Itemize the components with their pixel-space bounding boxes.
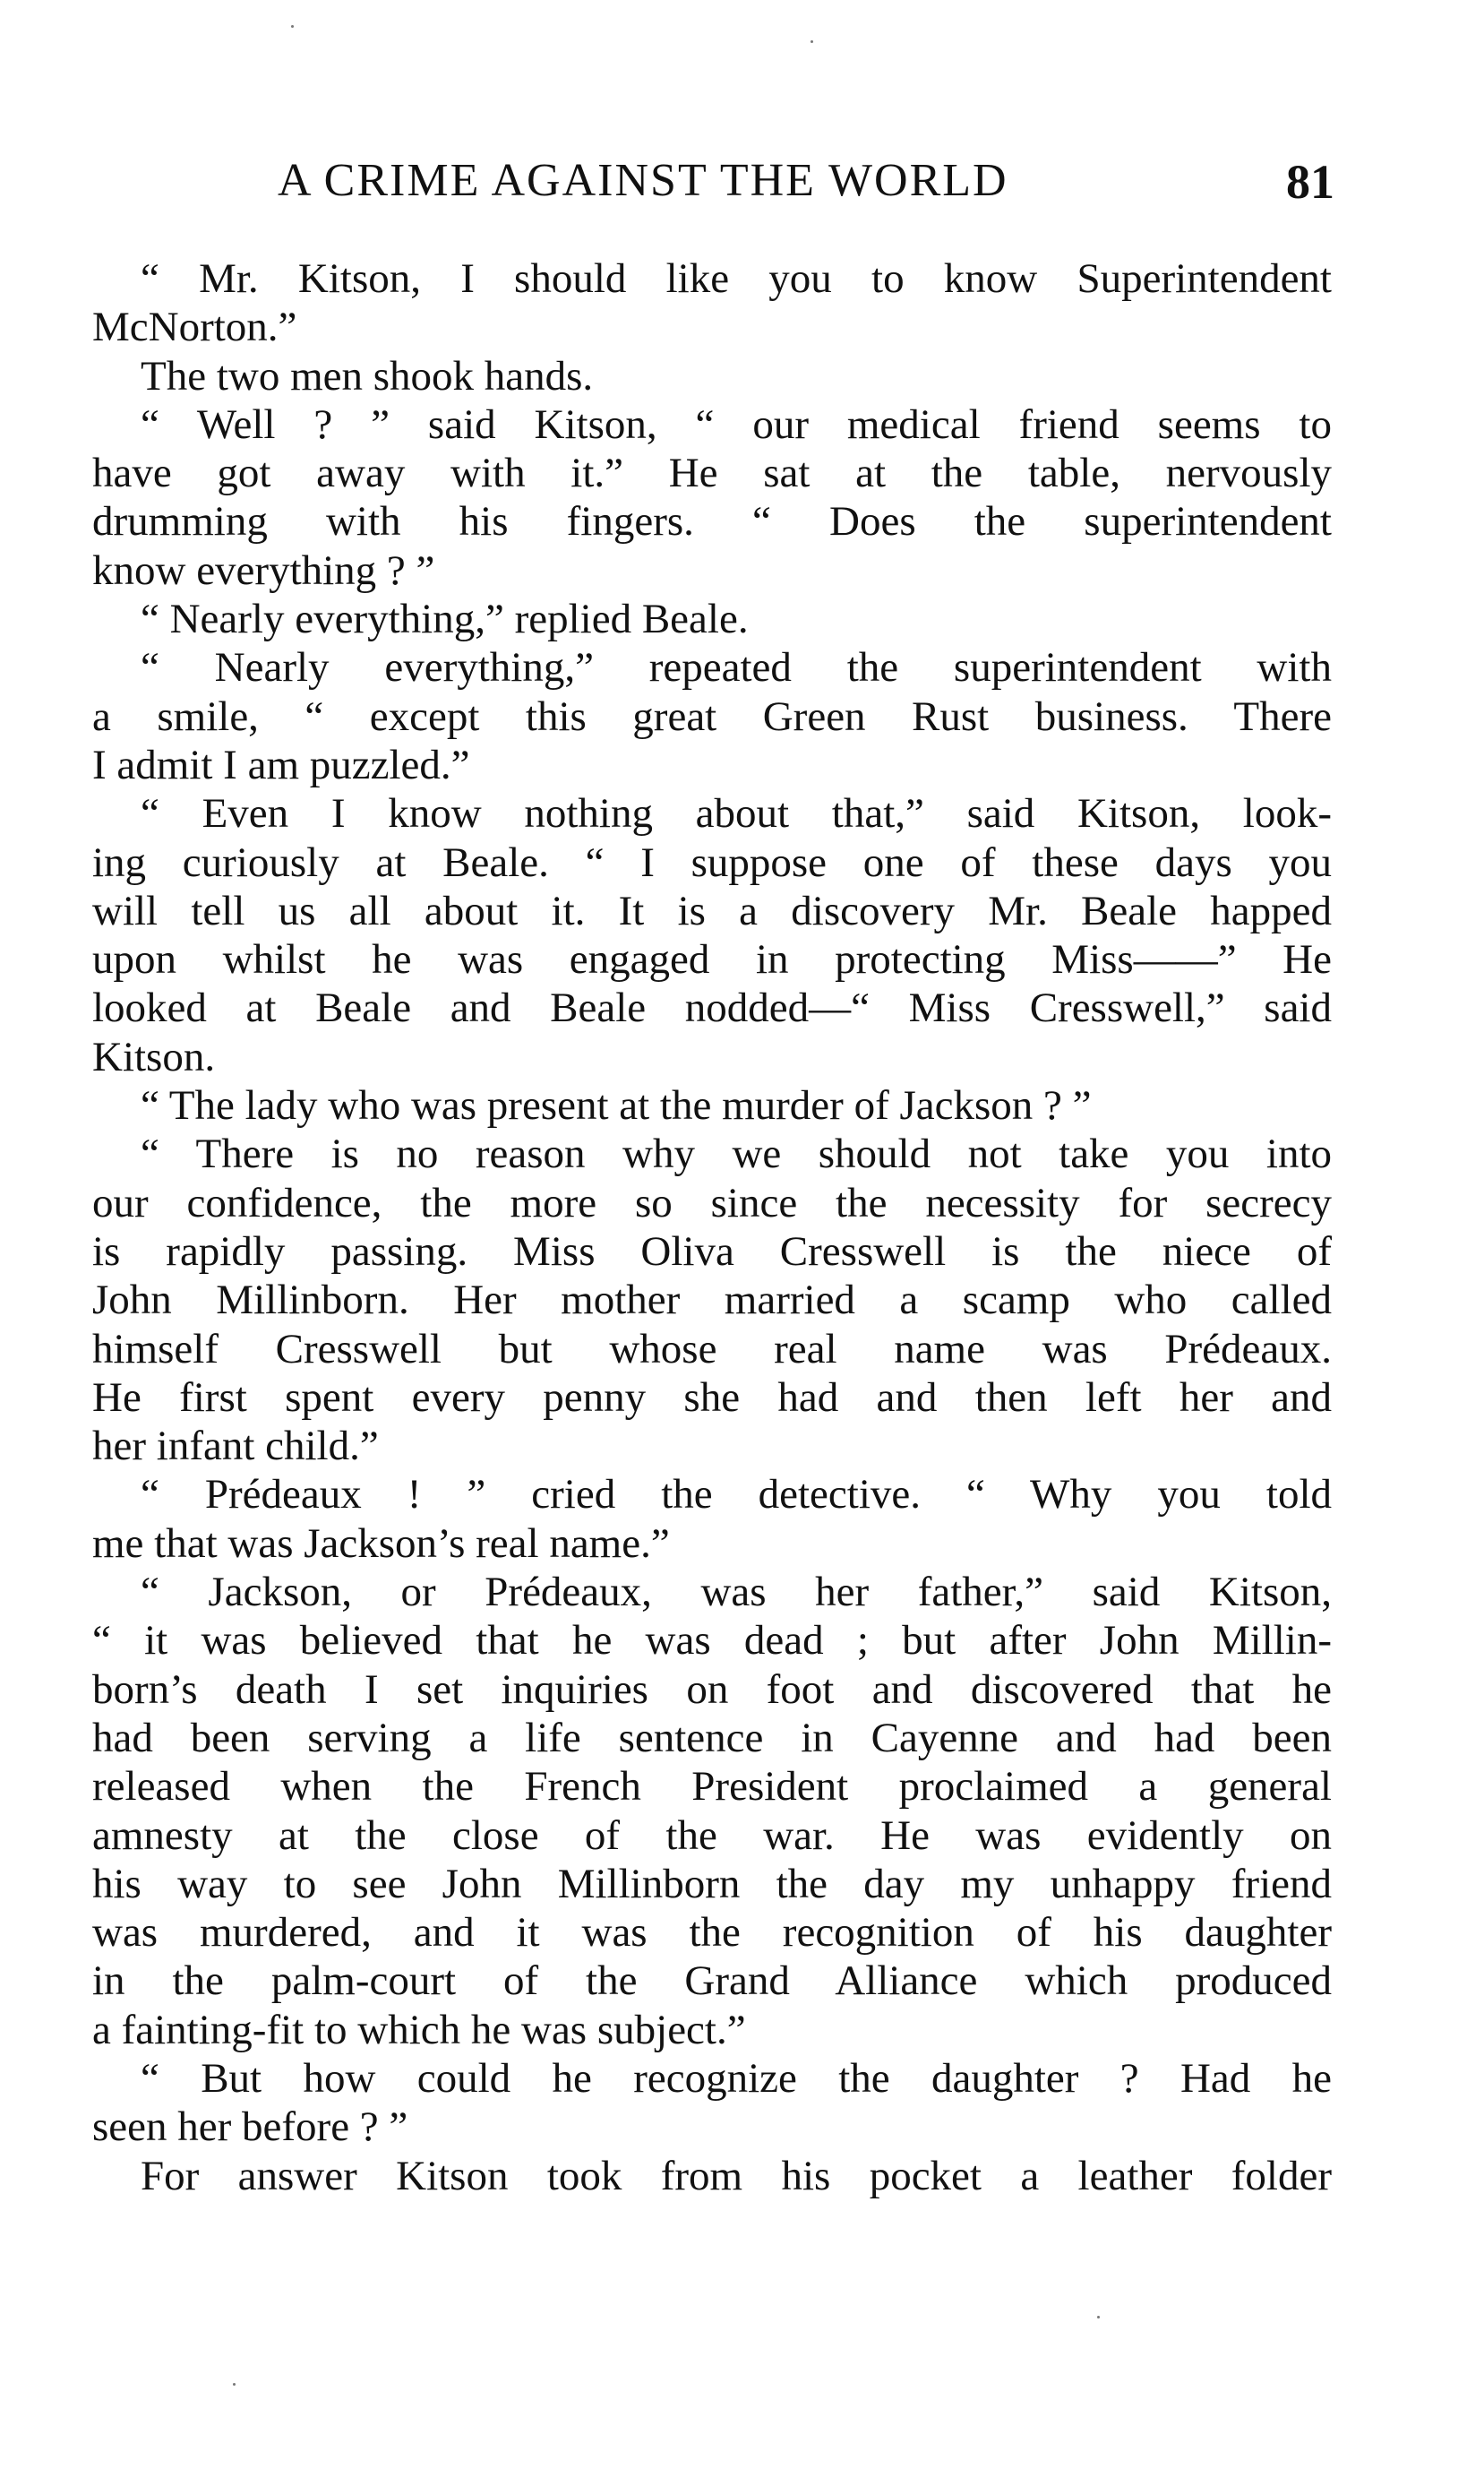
running-head [90,154,1334,217]
text-line: For answer Kitson took from his pocket a leather folder [141,2152,1332,2199]
text-line: upon whilst he was engaged in protecting Miss——” He [92,936,1332,984]
text-line: will tell us all about it. It is a discovery Mr. Beale happed [92,887,1332,934]
text-line: McNorton.” [92,304,297,351]
text-line: was murdered, and it was the recognition of his daughter [92,1909,1332,1957]
text-line: a fainting-fit to which he was subject.” [92,2006,746,2053]
text-line: seen her before ? ” [92,2103,408,2151]
text-line: drumming with his fingers. “ Does the superintendent [92,498,1332,546]
text-line: “ Prédeaux ! ” cried the detective. “ Why you told [141,1471,1332,1518]
text-line: her infant child.” [92,1423,379,1470]
text-line: “ Even I know nothing about that,” said Kitson, look- [141,790,1332,838]
text-line: born’s death I set inquiries on foot and discovered that he [92,1665,1332,1713]
text-line: Kitson. [92,1033,216,1080]
page-number: 81 [1286,155,1334,209]
chapter-title: A CRIME AGAINST THE WORLD [278,155,1008,206]
text-line: know everything ? ” [92,546,435,594]
text-line: is rapidly passing. Miss Oliva Cresswell is the niece of [92,1227,1332,1275]
text-line: our confidence, the more so since the necessity for secrecy [92,1179,1332,1226]
text-line: looked at Beale and Beale nodded—“ Miss Cresswell,” said [92,985,1332,1032]
text-line: me that was Jackson’s real name.” [92,1519,670,1567]
scan-speck [1097,2316,1100,2318]
text-line: John Millinborn. Her mother married a scamp who called [92,1277,1332,1324]
text-line: ing curiously at Beale. “ I suppose one of these days you [92,839,1332,886]
scan-speck [811,40,813,43]
text-line: in the palm-court of the Grand Alliance which produced [92,1957,1332,2005]
scan-speck [233,2383,236,2386]
text-line: have got away with it.” He sat at the table, nervously [92,450,1332,497]
text-line: The two men shook hands. [141,352,594,400]
text-line: “ Nearly everything,” replied Beale. [141,596,749,643]
text-line: amnesty at the close of the war. He was evidently on [92,1811,1332,1859]
scan-speck [291,25,294,28]
text-line: his way to see John Millinborn the day my unhappy friend [92,1860,1332,1907]
text-line: “ Mr. Kitson, I should like you to know Superintendent [141,255,1332,302]
body-text [92,254,1332,2200]
text-line: “ There is no reason why we should not take you into [141,1131,1332,1178]
text-line: released when the French President proclaimed a general [92,1763,1332,1811]
text-line: had been serving a life sentence in Cayenne and had been [92,1714,1332,1761]
text-line: “ Jackson, or Prédeaux, was her father,” said Kitson, [141,1569,1332,1616]
text-line: “ it was believed that he was dead ; but after John Millin- [92,1617,1332,1665]
text-line: He first spent every penny she had and then left her and [92,1373,1332,1421]
text-line: a smile, “ except this great Green Rust business. There [92,692,1332,740]
text-line: “ Nearly everything,” repeated the superintendent with [141,644,1332,692]
text-line: I admit I am puzzled.” [92,741,470,788]
text-line: himself Cresswell but whose real name was Prédeaux. [92,1325,1332,1372]
text-line: “ The lady who was present at the murder of Jackson ? ” [141,1082,1092,1130]
text-line: “ But how could he recognize the daughter ? Had he [141,2054,1332,2102]
text-line: “ Well ? ” said Kitson, “ our medical friend seems to [141,400,1332,448]
